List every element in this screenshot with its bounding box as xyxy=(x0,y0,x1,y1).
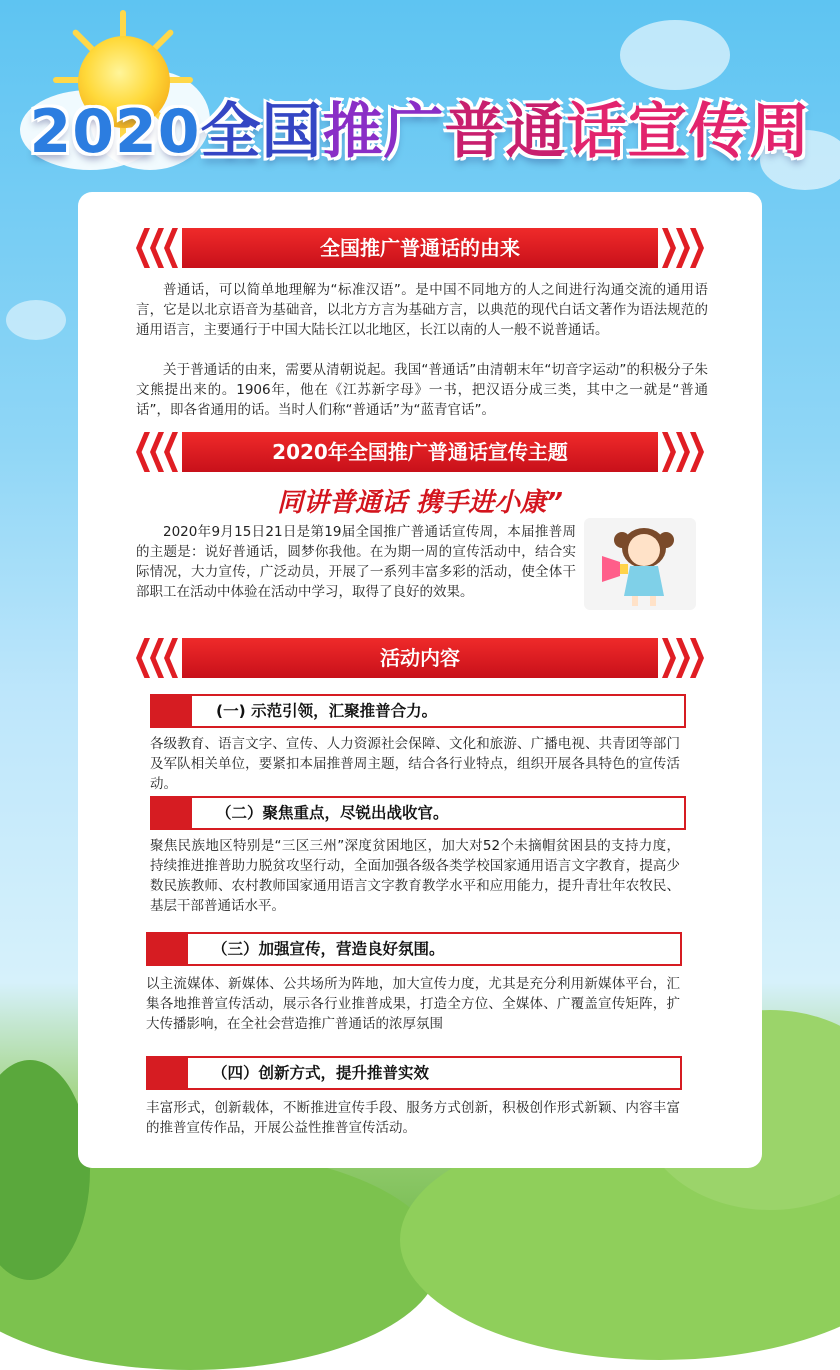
chevron-right-icon xyxy=(690,228,704,268)
activity-text-3: 以主流媒体、新媒体、公共场所为阵地，加大宣传力度，尤其是充分利用新媒体平台，汇集各地推普宣传活动，展示各行业推普成果，打造全方位、全媒体、广覆盖宣传矩阵，扩大传播影响，在全社会营造推广普通话的浓厚氛围 xyxy=(146,976,680,1032)
activity-heading-1 xyxy=(150,694,686,728)
origin-paragraph-1: 普通话，可以简单地理解为“标准汉语”。是中国不同地方的人之间进行沟通交流的通用语言，它是以北京语音为基础音，以北方方言为基础方言，以典范的现代白话文著作为语法规范的通用语言，主要通行于中国大陆长江以北地区，长江以南的人一般不说普通话。 xyxy=(136,282,708,338)
chevron-left-icon xyxy=(136,638,150,678)
activity-title: （三）加强宣传，营造良好氛围。 xyxy=(212,940,445,958)
activity-title: （二）聚焦重点，尽锐出战收官。 xyxy=(216,804,449,822)
activity-heading-2 xyxy=(150,796,686,830)
chevron-right-icon xyxy=(676,228,690,268)
chevron-left-icon xyxy=(150,638,164,678)
activity-text-2: 聚焦民族地区特别是“三区三州”深度贫困地区，加大对52个未摘帽贫困县的支持力度，持续推进推普助力脱贫攻坚行动，全面加强各级各类学校国家通用语言文字教育，提高少数民族教师、农村教师国家通用语言文字教育教学水平和应用能力，提升青壮年农牧民、基层干部普通话水平。 xyxy=(150,838,680,914)
activity-heading-4 xyxy=(146,1056,682,1090)
title-part: 普通 xyxy=(444,97,567,167)
origin-paragraph-2: 关于普通话的由来，需要从清朝说起。我国“普通话”由清朝末年“切音字运动”的积极分子朱文熊提出来的。1906年，他在《江苏新字母》一书，把汉语分成三类，其中之一就是“普通话”，即各省通用的话。当时人们称“普通话”为“蓝青官话”。 xyxy=(136,362,708,418)
activity-heading-3 xyxy=(146,932,682,966)
theme-paragraph: 2020年9月15日21日是第19届全国推广普通话宣传周，本届推普周的主题是：说好普通话，圆梦你我他。在为期一周的宣传活动中，结合实际情况，大力宣传，广泛动员，开展了一系列丰富多彩的活动，使全体干部职工在活动中体验在活动中学习，取得了良好的效果。 xyxy=(136,524,576,600)
chevron-left-icon xyxy=(150,432,164,472)
activity-text-1: 各级教育、语言文字、宣传、人力资源社会保障、文化和旅游、广播电视、共青团等部门及军队相关单位，要紧扣本届推普周主题，结合各行业特点，组织开展各具特色的宣传活动。 xyxy=(150,736,680,792)
activity-title: （四）创新方式，提升推普实效 xyxy=(212,1064,430,1082)
section-heading: 2020年全国推广普通话宣传主题 xyxy=(272,440,568,464)
activity-text-4: 丰富形式，创新载体，不断推进宣传手段、服务方式创新，积极创作形式新颖、内容丰富的推普宣传作品，开展公益性推普宣传活动。 xyxy=(146,1100,680,1136)
chevron-right-icon xyxy=(690,432,704,472)
theme-slogan: 同讲普通话 携手进小康” xyxy=(277,488,563,518)
title-part: 推广 xyxy=(322,97,445,167)
section-banner-origin xyxy=(136,228,704,268)
section-banner-theme xyxy=(136,432,704,472)
section-heading: 活动内容 xyxy=(380,646,460,670)
chevron-right-icon xyxy=(690,638,704,678)
activity-title: (一) 示范引领，汇聚推普合力。 xyxy=(216,702,438,720)
cloud-icon xyxy=(620,20,730,90)
section-banner-activities xyxy=(136,638,704,678)
chevron-left-icon xyxy=(164,432,178,472)
chevron-right-icon xyxy=(676,432,690,472)
page-title xyxy=(0,84,840,170)
chevron-right-icon xyxy=(662,432,676,472)
title-part: 全国 xyxy=(200,97,323,167)
chevron-right-icon xyxy=(662,638,676,678)
chevron-right-icon xyxy=(676,638,690,678)
chevron-left-icon xyxy=(136,432,150,472)
title-year: 2020 xyxy=(29,97,201,167)
chevron-right-icon xyxy=(662,228,676,268)
cloud-icon xyxy=(6,300,66,340)
section-heading: 全国推广普通话的由来 xyxy=(320,236,520,260)
chevron-left-icon xyxy=(164,638,178,678)
chevron-left-icon xyxy=(164,228,178,268)
title-part: 话宣传周 xyxy=(566,97,811,167)
chevron-left-icon xyxy=(136,228,150,268)
chevron-left-icon xyxy=(150,228,164,268)
girl-megaphone-icon xyxy=(584,518,696,610)
